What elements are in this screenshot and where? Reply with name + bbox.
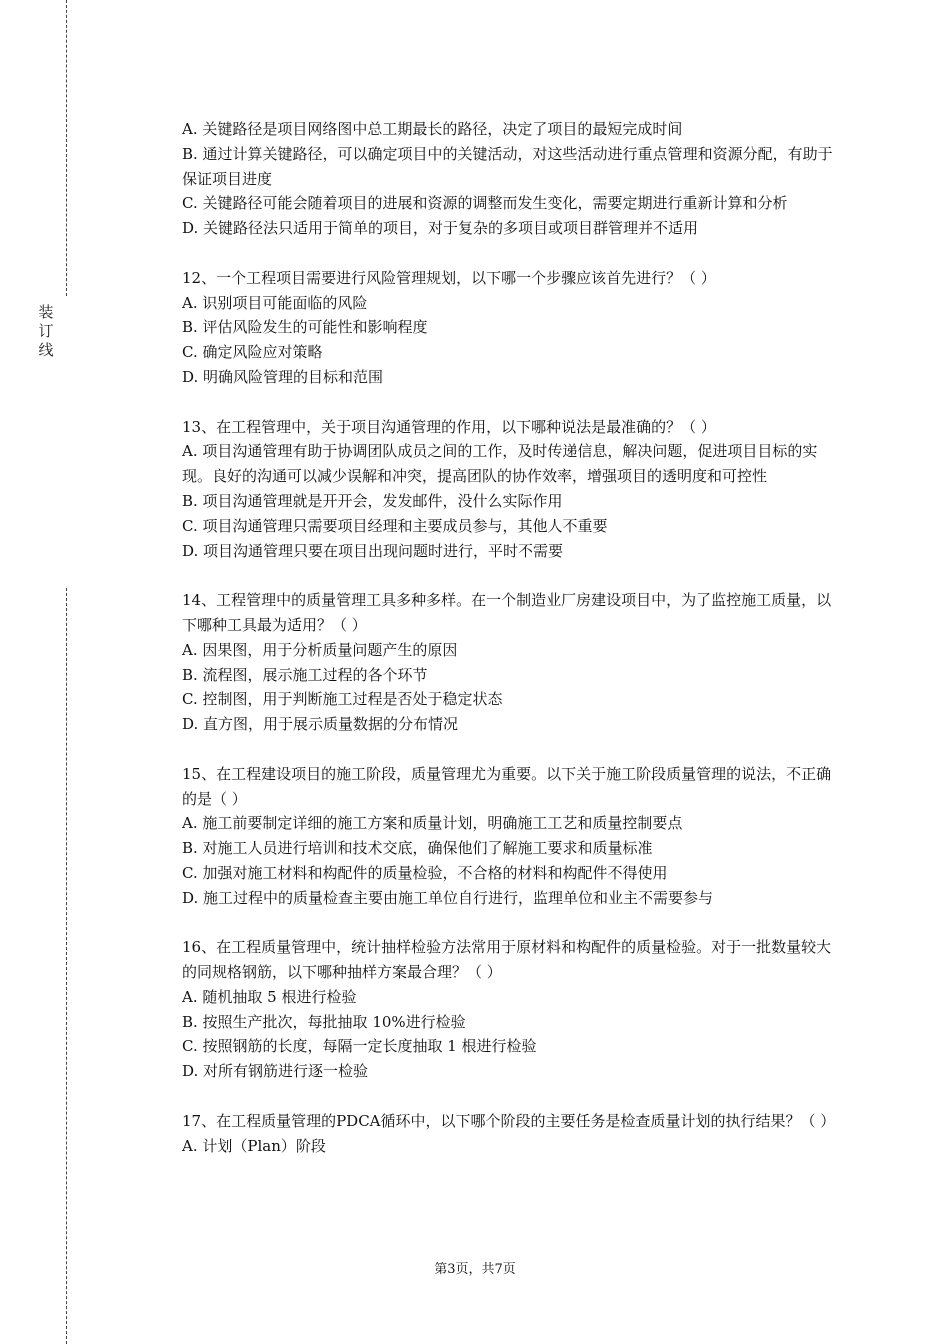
question-17 <box>182 1109 842 1159</box>
binding-line-bottom <box>66 588 67 1344</box>
question-stem: 16、在工程质量管理中，统计抽样检验方法常用于原材料和构配件的质量检验。对于一批数量较大的同规格钢筋，以下哪种抽样方案最合理？（ ） <box>182 938 832 982</box>
option-a: A. 识别项目可能面临的风险 <box>182 293 368 312</box>
option-d: D. 关键路径法只适用于简单的项目，对于复杂的多项目或项目群管理并不适用 <box>182 219 699 238</box>
option-a: A. 因果图，用于分析质量问题产生的原因 <box>182 640 458 659</box>
question-14 <box>182 588 842 737</box>
question-stem: 12、一个工程项目需要进行风险管理规划，以下哪一个步骤应该首先进行？（ ） <box>182 268 716 287</box>
option-a: A. 随机抽取 5 根进行检验 <box>182 987 357 1006</box>
option-b: B. 按照生产批次，每批抽取 10%进行检验 <box>182 1012 466 1031</box>
binding-char: 线 <box>38 341 54 359</box>
question-16 <box>182 935 842 1084</box>
question-stem: 17、在工程质量管理的PDCA循环中，以下哪个阶段的主要任务是检查质量计划的执行结果？（ ） <box>182 1111 836 1130</box>
option-d: D. 明确风险管理的目标和范围 <box>182 367 384 386</box>
option-b: B. 评估风险发生的可能性和影响程度 <box>182 318 428 337</box>
option-c: C. 控制图，用于判断施工过程是否处于稳定状态 <box>182 690 503 709</box>
option-c: C. 关键路径可能会随着项目的进展和资源的调整而发生变化，需要定期进行重新计算和分析 <box>182 194 788 213</box>
option-a: A. 项目沟通管理有助于协调团队成员之间的工作，及时传递信息，解决问题，促进项目目标的实现。良好的沟通可以减少误解和冲突，提高团队的协作效率，增强项目的透明度和可控性 <box>182 442 818 486</box>
option-d: D. 项目沟通管理只要在项目出现问题时进行，平时不需要 <box>182 541 564 560</box>
option-c: C. 项目沟通管理只需要项目经理和主要成员参与，其他人不重要 <box>182 516 608 535</box>
binding-char: 装 <box>38 303 54 321</box>
question-13 <box>182 415 842 564</box>
page-footer: 第3页，共7页 <box>434 1262 516 1277</box>
option-d: D. 直方图，用于展示质量数据的分布情况 <box>182 715 459 734</box>
binding-line-top <box>66 0 67 296</box>
option-c: C. 按照钢筋的长度，每隔一定长度抽取 1 根进行检验 <box>182 1037 537 1056</box>
question-15 <box>182 762 842 911</box>
question-stem: 15、在工程建设项目的施工阶段，质量管理尤为重要。以下关于施工阶段质量管理的说法，不正确的是（ ） <box>182 764 832 808</box>
exam-content <box>182 117 842 1158</box>
binding-label <box>36 303 56 360</box>
option-b: B. 通过计算关键路径，可以确定项目中的关键活动，对这些活动进行重点管理和资源分配，有助于保证项目进度 <box>182 144 833 188</box>
binding-char: 订 <box>38 322 54 340</box>
option-b: B. 流程图，展示施工过程的各个环节 <box>182 665 428 684</box>
option-a: A. 计划（Plan）阶段 <box>182 1136 326 1155</box>
option-b: B. 对施工人员进行培训和技术交底，确保他们了解施工要求和质量标准 <box>182 839 653 858</box>
question-12 <box>182 266 842 390</box>
option-d: D. 施工过程中的质量检查主要由施工单位自行进行，监理单位和业主不需要参与 <box>182 888 714 907</box>
option-d: D. 对所有钢筋进行逐一检验 <box>182 1062 369 1081</box>
question-stem: 14、工程管理中的质量管理工具多种多样。在一个制造业厂房建设项目中，为了监控施工质量，以下哪种工具最为适用？（ ） <box>182 591 832 634</box>
option-c: C. 确定风险应对策略 <box>182 343 323 362</box>
question-stem: 13、在工程管理中，关于项目沟通管理的作用，以下哪种说法是最准确的？（ ） <box>182 417 716 436</box>
option-b: B. 项目沟通管理就是开开会，发发邮件，没什么实际作用 <box>182 491 563 510</box>
option-c: C. 加强对施工材料和构配件的质量检验，不合格的材料和构配件不得使用 <box>182 863 668 882</box>
question-11-options <box>182 117 842 241</box>
option-a: A. 关键路径是项目网络图中总工期最长的路径，决定了项目的最短完成时间 <box>182 120 683 138</box>
option-a: A. 施工前要制定详细的施工方案和质量计划，明确施工工艺和质量控制要点 <box>182 814 683 833</box>
